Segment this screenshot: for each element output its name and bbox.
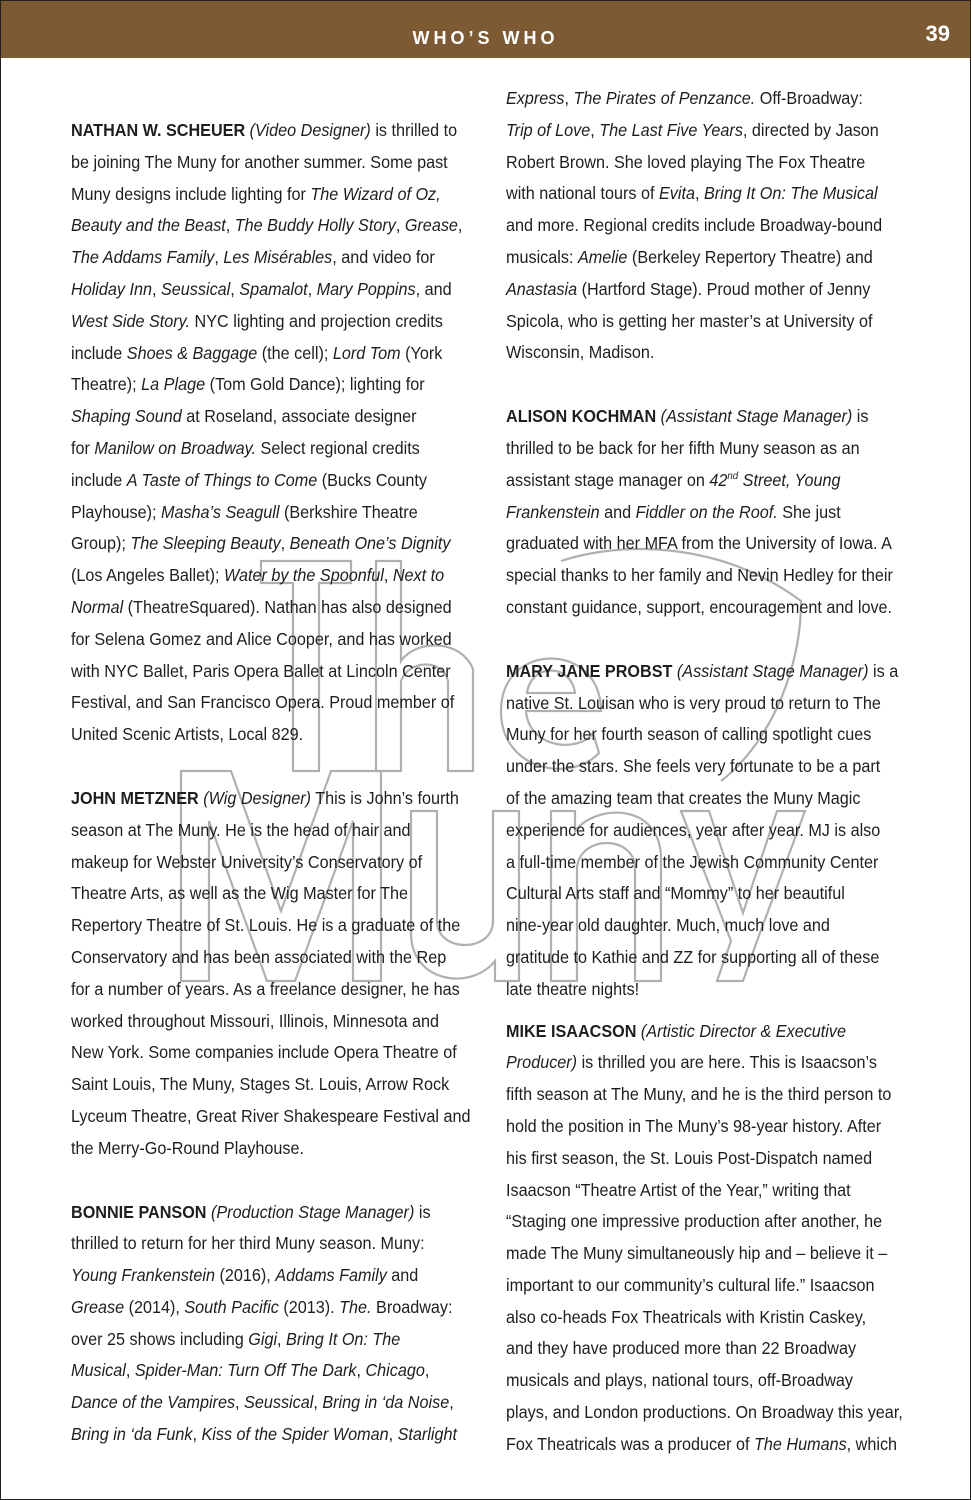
bio-role: (Assistant Stage Manager) [676,660,869,681]
bio-bonnie-panson-continued: Express, The Pirates of Penzance. Off-Broadway: Trip of Love, The Last Five Years, directed by Jason Robert Brown. She loved playing The Fox Theatre with national tours of Evita, Bring It On: The Musical and more. Regional credits include Broadway-bound musicals: Amelie (Berkeley Repertory Theatre) and Anastasia (Hartford Stage). Proud mother of Jenny Spicola, who is getting her master’s at University of Wisconsin, Madison. [506,88,883,363]
bio-name: JOHN METZNER [71,787,199,808]
bio-name: MARY JANE PROBST [506,660,673,681]
bio-name: ALISON KOCHMAN [506,406,657,427]
bio-name: NATHAN W. SCHEUER [71,120,246,140]
bio-john-metzner: JOHN METZNER (Wig Designer) This is John’s fourth season at The Muny. He is the head of hair and makeup for Webster University’s Conservatory of Theatre Arts, as well as the Wig Master for The Repertory Theatre of St. Louis. He is a graduate of the Conservatory and has been associated with the Rep for a number of years. As a freelance designer, he has worked throughout Missouri, Illinois, Minnesota and New York. Some companies include Opera Theatre of Saint Louis, The Muny, Stages St. Louis, Arrow Rock Lyceum Theatre, Great River Shakespeare Festival and the Merry-Go-Round Playhouse. [71,787,471,1158]
bio-name: MIKE ISAACSON [506,1020,637,1041]
bio-alison-kochman: ALISON KOCHMAN (Assistant Stage Manager) is thrilled to be back for her fifth Muny season as an assistant stage manager on 42nd Street, Young Frankenstein and Fiddler on the Roof. She just graduated with her MFA from the University of Iowa. A special thanks to her family and Nevin Hedley for their constant guidance, support, encouragement and love. [506,406,893,617]
bio-mary-jane-probst: MARY JANE PROBST (Assistant Stage Manager) is a native St. Louisan who is very proud to return to The Muny for her fourth season of calling spotlight cues under the stars. She feels very fortunate to be a part of the amazing team that creates the Muny Magic experience for audiences, year after year. MJ is also a full-time member of the Jewish Community Center Cultural Arts staff and “Mommy” to her beautiful nine-year old daughter. Much, much love and gratitude to Kathie and ZZ for supporting all of these late theatre nights! [506,660,899,999]
bio-role: (Video Designer) [249,120,371,140]
bio-nathan-scheuer: NATHAN W. SCHEUER (Video Designer) is thrilled to be joining The Muny for another summer. Some past Muny designs include lighting for The Wizard of Oz, Beauty and the Beast, The Buddy Holly Story, Grease, The Addams Family, Les Misérables, and video for Holiday Inn, Seussical, Spamalot, Mary Poppins, and West Side Story. NYC lighting and projection credits include Shoes & Baggage (the cell); Lord Tom (York Theatre); La Plage (Tom Gold Dance); lighting for Shaping Sound at Roseland, associate designer for Manilow on Broadway. Select regional credits include A Taste of Things to Come (Bucks County Playhouse); Masha’s Seagull (Berkshire Theatre Group); The Sleeping Beauty, Beneath One’s Dignity (Los Angeles Ballet); Water by the Spoonful, Next to Normal (TheatreSquared). Nathan has also designed for Selena Gomez and Alice Cooper, and has worked with NYC Ballet, Paris Opera Ballet at Lincoln Center Festival, and San Francisco Opera. Proud member of United Scenic Artists, Local 829. [71,120,463,745]
bio-bonnie-panson: BONNIE PANSON (Production Stage Manager) is thrilled to return for her third Muny season. Muny: Young Frankenstein (2016), Addams Family and Grease (2014), South Pacific (2013). The. Broadway: over 25 shows including Gigi, Bring It On: The Musical, Spider-Man: Turn Off The Dark, Chicago, Dance of the Vampires, Seussical, Bring in ‘da Noise, Bring in ‘da Funk, Kiss of the Spider Woman, Starlight [71,1201,457,1445]
bio-role: (Production Stage Manager) [210,1201,415,1222]
bio-role: (Artistic Director & Executive [640,1020,846,1041]
left-column [71,115,471,1483]
bio-mike-isaacson: MIKE ISAACSON (Artistic Director & Executive Producer) is thrilled you are here. This is Isaacson’s fifth season at The Muny, and he is the third person to hold the position in The Muny’s 98-year history. After his first season, the St. Louis Post-Dispatch named Isaacson “Theatre Artist of the Year,” writing that “Staging one impressive production after another, he made The Muny simultaneously hip and – believe it – important to our community’s cultural life.” Isaacson also co-heads Fox Theatricals with Kristin Caskey, and they have produced more than 22 Broadway musicals and plays, national tours, off-Broadway plays, and London productions. On Broadway this year, Fox Theatricals was a producer of The Humans, which [506,1020,903,1454]
section-title: WHO’S WHO [412,28,559,48]
bio-name: BONNIE PANSON [71,1201,207,1222]
right-column [506,83,904,1493]
page-number: 39 [925,21,950,46]
bio-role: (Assistant Stage Manager) [660,406,853,427]
bio-role: (Wig Designer) [203,787,312,808]
header-bar [1,1,970,58]
